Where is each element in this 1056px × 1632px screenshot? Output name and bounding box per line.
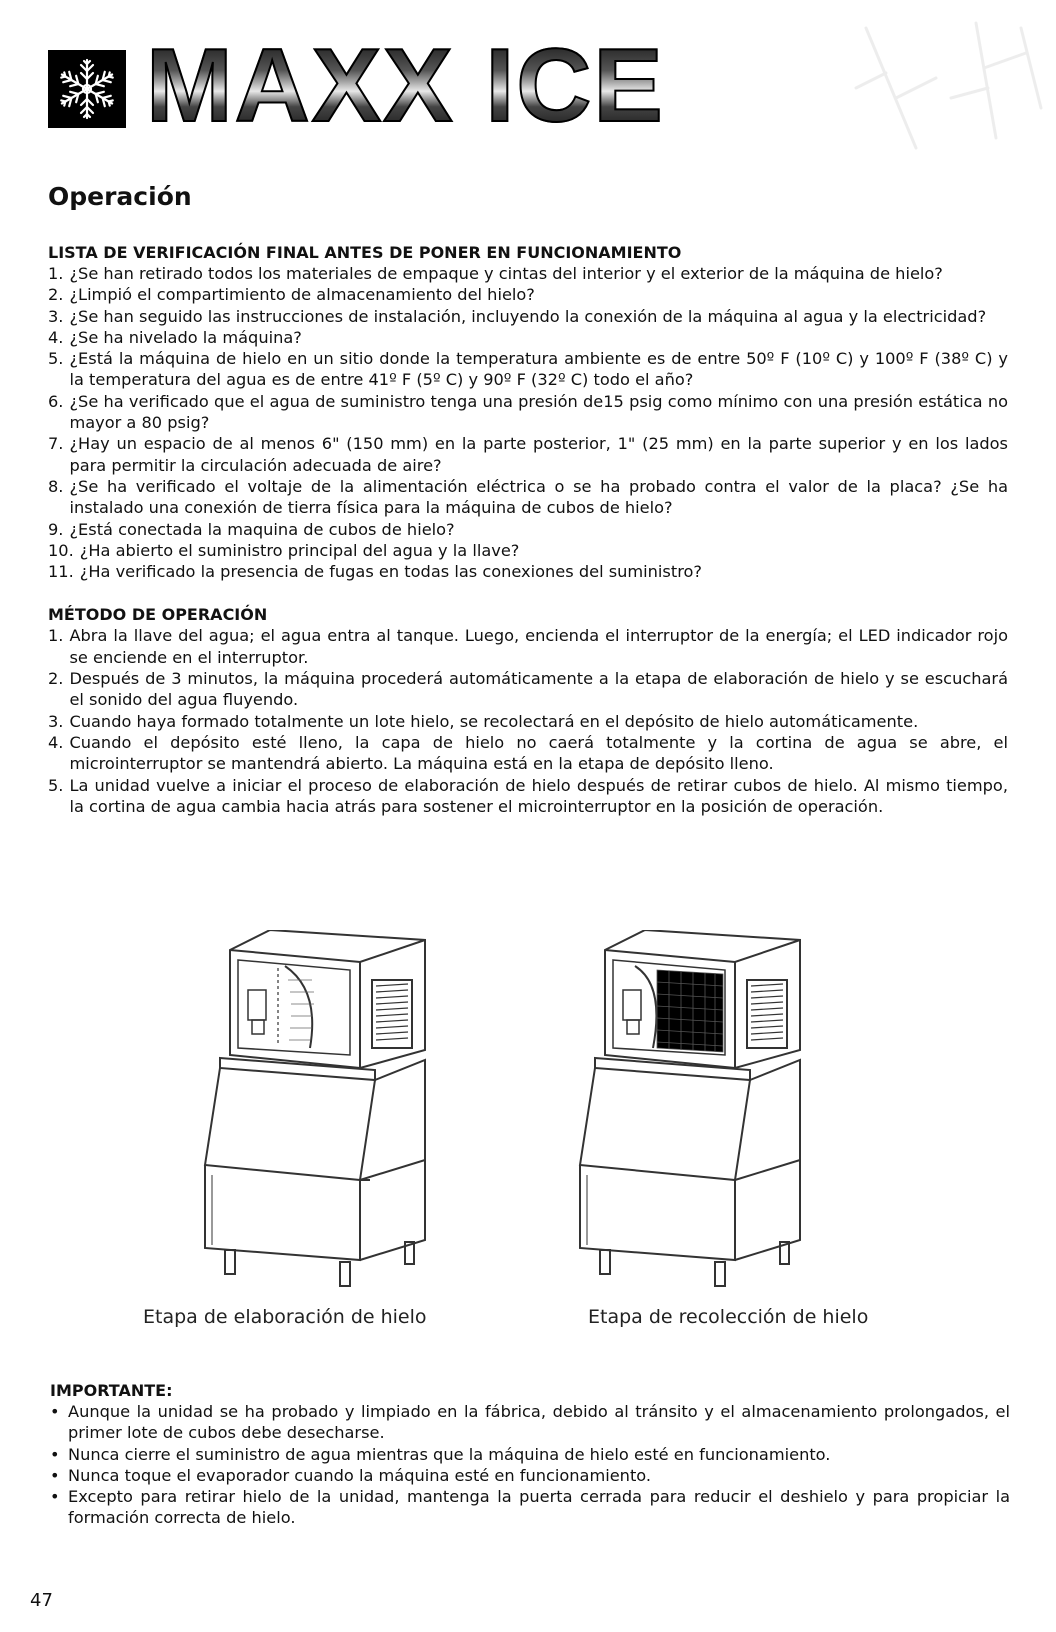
list-item <box>48 732 1008 775</box>
item-text: Excepto para retirar hielo de la unidad, mantenga la puerta cerrada para reducir el deshielo y para propiciar la formación correcta de hielo. <box>68 1487 1010 1528</box>
list-item <box>48 668 1008 711</box>
list-item <box>48 391 1008 434</box>
checklist-list <box>48 263 1008 582</box>
item-number: 6. <box>48 391 64 411</box>
item-text: ¿Se ha nivelado la máquina? <box>69 327 302 347</box>
item-text: ¿Se ha verificado que el agua de suministro tenga una presión de15 psig como mínimo con una presión estática no mayor a 80 psig? <box>69 391 1008 433</box>
list-item <box>48 711 1008 732</box>
item-text: ¿Se han seguido las instrucciones de instalación, incluyendo la conexión de la máquina al agua y la electricidad? <box>69 306 987 326</box>
bullet-icon: • <box>50 1402 60 1421</box>
list-item <box>48 306 1008 327</box>
method-list <box>48 625 1008 817</box>
item-number: 2. <box>48 669 64 689</box>
item-text: Después de 3 minutos, la máquina procederá automáticamente a la etapa de elaboración de hielo y se escuchará el sonido del agua fluyendo. <box>69 669 1008 710</box>
section-title: Operación <box>48 182 192 211</box>
item-text: ¿Está la máquina de hielo en un sitio donde la temperatura ambiente es de entre 50º F (10º C) y 100º F (38º C) y la temperatura del agua es de entre 41º F (5º C) y 90º F (32º C) todo el año? <box>69 349 1008 390</box>
list-item <box>48 284 1008 305</box>
item-text: ¿Está conectada la maquina de cubos de hielo? <box>69 519 455 539</box>
item-text: Cuando el depósito esté lleno, la capa de hielo no caerá totalmente y la cortina de agua se abre, el microinterruptor se mantendrá abierto. La máquina está en la etapa de depósito lleno. <box>69 732 1008 774</box>
item-number: 4. <box>48 732 64 752</box>
method-heading: MÉTODO DE OPERACIÓN <box>48 605 268 625</box>
item-text: ¿Se han retirado todos los materiales de empaque y cintas del interior y el exterior de la máquina de hielo? <box>69 264 943 283</box>
important-section <box>50 1380 1010 1529</box>
bullet-icon: • <box>50 1487 60 1507</box>
figures-area <box>0 920 1056 1340</box>
list-item <box>48 775 1008 818</box>
item-text: Nunca toque el evaporador cuando la máquina esté en funcionamiento. <box>68 1465 652 1485</box>
list-item <box>48 348 1008 391</box>
item-number: 4. <box>48 327 64 347</box>
brand-logo-box <box>48 50 126 128</box>
list-item <box>50 1444 1010 1465</box>
list-item <box>48 433 1008 476</box>
important-heading: IMPORTANTE: <box>50 1381 173 1400</box>
item-text: ¿Limpió el compartimiento de almacenamiento del hielo? <box>69 285 535 305</box>
item-text: Cuando haya formado totalmente un lote hielo, se recolectará en el depósito de hielo automáticamente. <box>69 711 919 731</box>
snowflake-icon <box>54 56 120 122</box>
list-item <box>48 519 1008 540</box>
important-list <box>50 1401 1010 1529</box>
bullet-icon: • <box>50 1444 60 1464</box>
item-number: 10. <box>48 540 74 560</box>
list-item <box>48 263 1008 284</box>
item-text: Nunca cierre el suministro de agua mientras que la máquina de hielo esté en funcionamiento. <box>68 1444 831 1464</box>
ice-machine-making-diagram <box>200 930 440 1290</box>
item-number: 2. <box>48 285 64 305</box>
checklist-heading: LISTA DE VERIFICACIÓN FINAL ANTES DE PONER EN FUNCIONAMIENTO <box>48 243 682 262</box>
figure-caption-harvest: Etapa de recolección de hielo <box>588 1306 869 1328</box>
list-item <box>48 625 1008 668</box>
item-text: ¿Se ha verificado el voltaje de la alimentación eléctrica o se ha probado contra el valor de la placa? ¿Se ha instalado una conexión de tierra física para la máquina de cubos de hielo? <box>69 476 1008 518</box>
item-text: ¿Ha verificado la presencia de fugas en todas las conexiones del suministro? <box>79 562 703 582</box>
list-item <box>50 1486 1010 1529</box>
list-item <box>50 1401 1010 1444</box>
item-number: 9. <box>48 519 64 539</box>
snowflake-watermark-icon <box>826 18 1046 158</box>
item-text: ¿Hay un espacio de al menos 6" (150 mm) en la parte posterior, 1" (25 mm) en la parte superior y en los lados para permitir la circulación adecuada de aire? <box>69 434 1008 475</box>
item-text: ¿Ha abierto el suministro principal del agua y la llave? <box>79 540 520 560</box>
item-number: 3. <box>48 711 64 731</box>
item-number: 1. <box>48 264 64 283</box>
ice-machine-harvest-diagram <box>575 930 815 1290</box>
brand-wordmark: MAXX ICE <box>146 28 665 144</box>
main-content <box>48 242 1008 817</box>
item-number: 5. <box>48 775 64 795</box>
list-item <box>48 540 1008 561</box>
item-number: 1. <box>48 626 64 646</box>
list-item <box>48 561 1008 582</box>
item-number: 3. <box>48 306 64 326</box>
item-text: La unidad vuelve a iniciar el proceso de elaboración de hielo después de retirar cubos de hielo. Al mismo tiempo, la cortina de agua cambia hacia atrás para sostener el microinterruptor en la posición de operación. <box>69 775 1008 816</box>
list-item <box>48 476 1008 519</box>
list-item <box>48 327 1008 348</box>
list-item <box>50 1465 1010 1486</box>
item-number: 8. <box>48 476 64 496</box>
figure-caption-making: Etapa de elaboración de hielo <box>143 1306 427 1328</box>
page-number: 47 <box>30 1590 53 1611</box>
item-number: 7. <box>48 434 64 454</box>
item-number: 11. <box>48 562 74 582</box>
bullet-icon: • <box>50 1465 60 1485</box>
item-text: Abra la llave del agua; el agua entra al tanque. Luego, encienda el interruptor de la energía; el LED indicador rojo se enciende en el interruptor. <box>69 626 1008 667</box>
item-number: 5. <box>48 349 64 369</box>
item-text: Aunque la unidad se ha probado y limpiado en la fábrica, debido al tránsito y el almacenamiento prolongados, el primer lote de cubos debe desecharse. <box>68 1402 1010 1443</box>
